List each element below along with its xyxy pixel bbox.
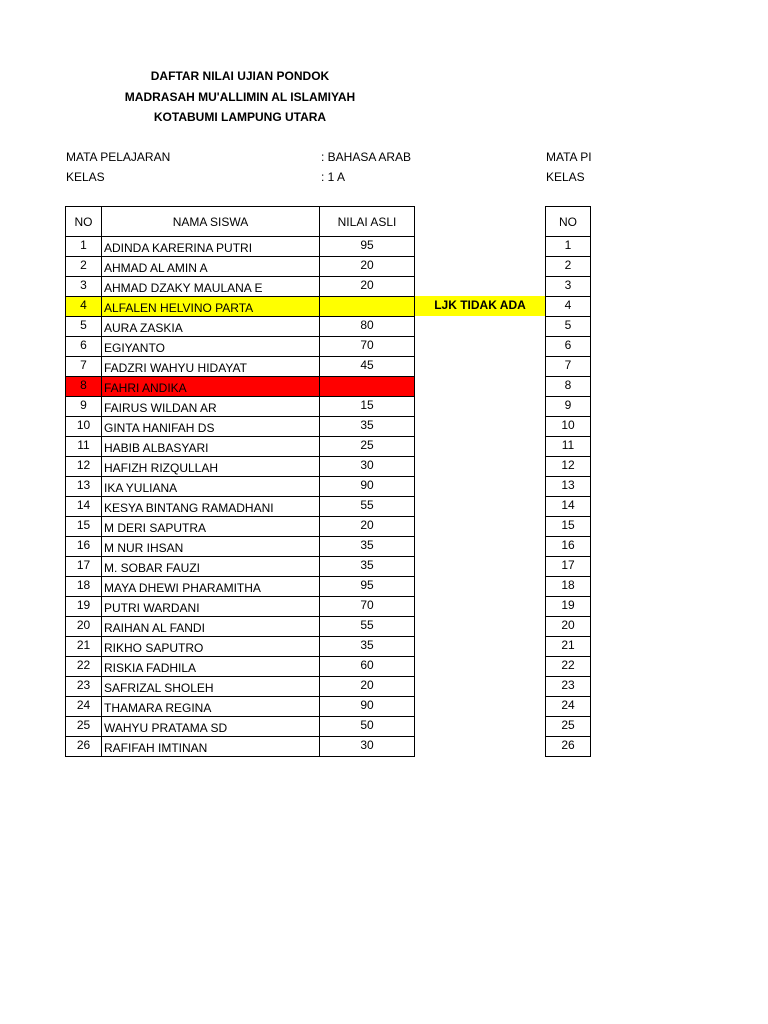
score-cell: 55 <box>320 497 415 517</box>
row-number: 9 <box>66 397 102 417</box>
side-row-number: 6 <box>546 337 591 357</box>
score-cell: 15 <box>320 397 415 417</box>
student-name: EGIYANTO <box>102 337 320 357</box>
side-row-number: 7 <box>546 357 591 377</box>
side-row-number: 17 <box>546 557 591 577</box>
title-line-3: KOTABUMI LAMPUNG UTARA <box>153 110 327 124</box>
table-row <box>66 337 415 357</box>
score-cell: 30 <box>320 457 415 477</box>
side-table-row <box>546 397 591 417</box>
side-number-table <box>545 206 591 757</box>
table-row <box>66 677 415 697</box>
side-table-row <box>546 317 591 337</box>
student-name: HABIB ALBASYARI <box>102 437 320 457</box>
row-number: 10 <box>66 417 102 437</box>
student-name: GINTA HANIFAH DS <box>102 417 320 437</box>
row-number: 14 <box>66 497 102 517</box>
side-row-number: 15 <box>546 517 591 537</box>
header-score: NILAI ASLI <box>320 207 415 237</box>
side-table-row <box>546 617 591 637</box>
table-row <box>66 577 415 597</box>
side-row-number: 23 <box>546 677 591 697</box>
student-name: RISKIA FADHILA <box>102 657 320 677</box>
row-number: 2 <box>66 257 102 277</box>
student-name: FADZRI WAHYU HIDAYAT <box>102 357 320 377</box>
side-row-number: 8 <box>546 377 591 397</box>
side-table-row <box>546 377 591 397</box>
score-cell: 80 <box>320 317 415 337</box>
score-cell: 30 <box>320 737 415 757</box>
row-number: 6 <box>66 337 102 357</box>
row-number: 3 <box>66 277 102 297</box>
student-name: AHMAD DZAKY MAULANA E <box>102 277 320 297</box>
row-number: 13 <box>66 477 102 497</box>
side-table-row <box>546 597 591 617</box>
table-row <box>66 477 415 497</box>
subject-value: : BAHASA ARAB <box>321 150 412 164</box>
row-number: 21 <box>66 637 102 657</box>
side-header-no: NO <box>546 207 591 237</box>
row-number: 18 <box>66 577 102 597</box>
row-number: 16 <box>66 537 102 557</box>
table-row <box>66 497 415 517</box>
score-cell <box>320 297 415 317</box>
table-header-row <box>66 207 415 237</box>
student-name: WAHYU PRATAMA SD <box>102 717 320 737</box>
score-cell: 45 <box>320 357 415 377</box>
side-row-number: 22 <box>546 657 591 677</box>
side-row-number: 24 <box>546 697 591 717</box>
side-row-number: 1 <box>546 237 591 257</box>
row-number: 1 <box>66 237 102 257</box>
row-number: 11 <box>66 437 102 457</box>
side-table-row <box>546 537 591 557</box>
table-row <box>66 457 415 477</box>
table-row <box>66 257 415 277</box>
row-number: 8 <box>66 377 102 397</box>
score-cell: 35 <box>320 557 415 577</box>
side-table-row <box>546 657 591 677</box>
score-cell: 25 <box>320 437 415 457</box>
student-name: RAFIFAH IMTINAN <box>102 737 320 757</box>
class-label-right: KELAS <box>546 170 585 184</box>
title-line-2: MADRASAH MU'ALLIMIN AL ISLAMIYAH <box>124 90 356 104</box>
student-name: KESYA BINTANG RAMADHANI <box>102 497 320 517</box>
table-row <box>66 417 415 437</box>
table-row <box>66 737 415 757</box>
score-cell: 70 <box>320 337 415 357</box>
student-name: THAMARA REGINA <box>102 697 320 717</box>
student-name: M. SOBAR FAUZI <box>102 557 320 577</box>
side-row-number: 26 <box>546 737 591 757</box>
side-row-number: 12 <box>546 457 591 477</box>
row-number: 4 <box>66 297 102 317</box>
row-number: 20 <box>66 617 102 637</box>
score-cell: 90 <box>320 477 415 497</box>
student-name: RAIHAN AL FANDI <box>102 617 320 637</box>
side-row-number: 5 <box>546 317 591 337</box>
student-name: IKA YULIANA <box>102 477 320 497</box>
side-table-row <box>546 577 591 597</box>
student-name: FAHRI ANDIKA <box>102 377 320 397</box>
side-table-row <box>546 737 591 757</box>
side-row-number: 14 <box>546 497 591 517</box>
title-line-1: DAFTAR NILAI UJIAN PONDOK <box>150 69 330 83</box>
side-table-row <box>546 337 591 357</box>
side-table-row <box>546 237 591 257</box>
side-row-number: 20 <box>546 617 591 637</box>
student-name: FAIRUS WILDAN AR <box>102 397 320 417</box>
row-number: 22 <box>66 657 102 677</box>
table-row <box>66 517 415 537</box>
student-name: MAYA DHEWI PHARAMITHA <box>102 577 320 597</box>
row-number: 19 <box>66 597 102 617</box>
table-row <box>66 657 415 677</box>
side-table-row <box>546 677 591 697</box>
score-cell: 35 <box>320 537 415 557</box>
table-row <box>66 297 415 317</box>
row-number: 15 <box>66 517 102 537</box>
side-table-row <box>546 557 591 577</box>
table-row <box>66 537 415 557</box>
side-table-row <box>546 637 591 657</box>
student-name: SAFRIZAL SHOLEH <box>102 677 320 697</box>
table-row <box>66 717 415 737</box>
row-number: 12 <box>66 457 102 477</box>
side-row-number: 16 <box>546 537 591 557</box>
side-row-number: 4 <box>546 297 591 317</box>
side-row-number: 2 <box>546 257 591 277</box>
side-table-row <box>546 357 591 377</box>
side-row-number: 21 <box>546 637 591 657</box>
side-row-number: 10 <box>546 417 591 437</box>
table-row <box>66 377 415 397</box>
score-cell: 35 <box>320 637 415 657</box>
score-cell <box>320 377 415 397</box>
student-name: M DERI SAPUTRA <box>102 517 320 537</box>
side-table-row <box>546 717 591 737</box>
side-row-number: 11 <box>546 437 591 457</box>
table-row <box>66 637 415 657</box>
side-row-number: 13 <box>546 477 591 497</box>
side-header-row <box>546 207 591 237</box>
score-cell: 60 <box>320 657 415 677</box>
side-row-number: 18 <box>546 577 591 597</box>
side-row-number: 19 <box>546 597 591 617</box>
score-cell: 90 <box>320 697 415 717</box>
row-number: 25 <box>66 717 102 737</box>
table-row <box>66 277 415 297</box>
side-table-row <box>546 477 591 497</box>
side-table-row <box>546 297 591 317</box>
score-cell: 20 <box>320 257 415 277</box>
score-cell: 95 <box>320 237 415 257</box>
row-number: 26 <box>66 737 102 757</box>
table-row <box>66 697 415 717</box>
score-cell: 70 <box>320 597 415 617</box>
student-name: M NUR IHSAN <box>102 537 320 557</box>
side-table-row <box>546 497 591 517</box>
row-number: 23 <box>66 677 102 697</box>
student-name: RIKHO SAPUTRO <box>102 637 320 657</box>
student-name: PUTRI WARDANI <box>102 597 320 617</box>
table-row <box>66 357 415 377</box>
score-cell: 55 <box>320 617 415 637</box>
table-row <box>66 317 415 337</box>
subject-label: MATA PELAJARAN <box>66 150 171 164</box>
table-row <box>66 597 415 617</box>
student-name: AHMAD AL AMIN A <box>102 257 320 277</box>
score-cell: 50 <box>320 717 415 737</box>
ljk-missing-note: LJK TIDAK ADA <box>415 296 545 316</box>
row-number: 24 <box>66 697 102 717</box>
side-table-row <box>546 697 591 717</box>
table-row <box>66 397 415 417</box>
side-table-row <box>546 257 591 277</box>
subject-label-right: MATA PI <box>546 150 592 164</box>
header-no: NO <box>66 207 102 237</box>
score-cell: 95 <box>320 577 415 597</box>
table-row <box>66 437 415 457</box>
class-value: : 1 A <box>321 170 346 184</box>
row-number: 5 <box>66 317 102 337</box>
table-row <box>66 237 415 257</box>
row-number: 7 <box>66 357 102 377</box>
row-number: 17 <box>66 557 102 577</box>
side-table-row <box>546 417 591 437</box>
side-table-row <box>546 437 591 457</box>
student-name: AURA ZASKIA <box>102 317 320 337</box>
score-cell: 35 <box>320 417 415 437</box>
student-name: ADINDA KARERINA PUTRI <box>102 237 320 257</box>
side-row-number: 3 <box>546 277 591 297</box>
side-row-number: 25 <box>546 717 591 737</box>
side-table-row <box>546 457 591 477</box>
student-name: HAFIZH RIZQULLAH <box>102 457 320 477</box>
student-name: ALFALEN HELVINO PARTA <box>102 297 320 317</box>
score-table <box>65 206 415 757</box>
score-cell: 20 <box>320 277 415 297</box>
class-label: KELAS <box>66 170 105 184</box>
score-cell: 20 <box>320 517 415 537</box>
table-row <box>66 617 415 637</box>
score-cell: 20 <box>320 677 415 697</box>
header-name: NAMA SISWA <box>102 207 320 237</box>
side-table-row <box>546 517 591 537</box>
side-row-number: 9 <box>546 397 591 417</box>
side-table-row <box>546 277 591 297</box>
table-row <box>66 557 415 577</box>
